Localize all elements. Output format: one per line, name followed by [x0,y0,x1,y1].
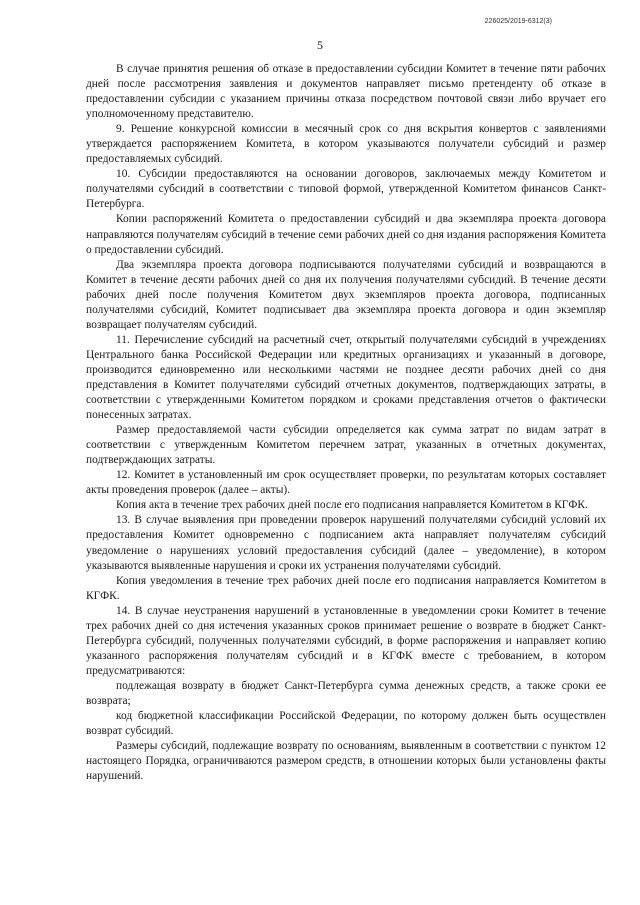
document-body [86,62,606,784]
page-number: 5 [317,38,323,52]
paragraph-contract-signing: Два экземпляра проекта договора подписываются получателями субсидий и возвращаются в Комитет в течение десяти рабочих дней со дня их получения получателями субсидий. В течение десяти рабочих дней после получения Комитетом двух экземпляров проекта договора, подписанных получателями субсидий, Комитет подписывает два экземпляра проекта договора и один экземпляр возвращает получателям субсидий. [86,258,606,331]
paragraph-refund-amount: подлежащая возврату в бюджет Санкт-Петербурга сумма денежных средств, а также сроки ее возврата; [86,679,606,707]
paragraph-refund-limits: Размеры субсидий, подлежащие возврату по основаниям, выявленным в соответствии с пунктом 12 настоящего Порядка, ограничиваются размером средств, в отношении которых были установлены факты нарушений. [86,740,606,783]
paragraph-14-refund-decision: 14. В случае неустранения нарушений в установленные в уведомлении сроки Комитет в течение трех рабочих дней со дня истечения указанных сроков принимает решение о возврате в бюджет Санкт-Петербурга субсидий, полученных получателями субсидий, в форме распоряжения и направляет копию указанного распоряжения получателям субсидий и в КГФК вместе с требованием, в котором предусматриваются: [86,604,606,677]
paragraph-subsidy-amount: Размер предоставляемой части субсидии определяется как сумма затрат по видам затрат в соответствии с утвержденным Комитетом перечнем затрат, указанных в отчетных документах, подтверждающих затраты. [86,424,606,467]
paragraph-notice-copy: Копия уведомления в течение трех рабочих дней после его подписания направляется Комитетом в КГФК. [86,574,606,602]
paragraph-refusal-notice: В случае принятия решения об отказе в предоставлении субсидии Комитет в течение пяти рабочих дней после рассмотрения заявления и документов направляет письмо претенденту об отказе в предоставлении субсидии с указанием причины отказа посредством почтовой связи либо вручает его уполномоченному представителю. [86,63,606,121]
paragraph-12-inspections: 12. Комитет в установленный им срок осуществляет проверки, по результатам которых составляет акты проведения проверок (далее – акты). [86,469,606,497]
paragraph-budget-code: код бюджетной классификации Российской Федерации, по которому должен быть осуществлен возврат субсидий. [86,710,606,738]
document-number: 226025/2019-6312(3) [484,18,552,25]
paragraph-9-commission-decision: 9. Решение конкурсной комиссии в месячный срок со дня вскрытия конвертов с заявлениями утверждается распоряжением Комитета, в котором указываются получатели субсидий и размер предоставляемых субсидий. [86,123,606,166]
paragraph-10-contracts: 10. Субсидии предоставляются на основании договоров, заключаемых между Комитетом и получателями субсидий в соответствии с типовой формой, утвержденной Комитетом финансов Санкт-Петербурга. [86,168,606,211]
paragraph-13-violations: 13. В случае выявления при проведении проверок нарушений получателями субсидий условий их предоставления Комитет одновременно с подписанием акта направляет получателям субсидий уведомление о нарушениях условий предоставления субсидий (далее – уведомление), в котором указываются выявленные нарушения и сроки их устранения получателями субсидий. [86,514,606,572]
paragraph-copies-of-orders: Копии распоряжений Комитета о предоставлении субсидий и два экземпляра проекта договора направляются получателям субсидий в течение семи рабочих дней со дня издания распоряжения Комитета о предоставлении субсидий. [86,213,606,256]
paragraph-11-transfer: 11. Перечисление субсидий на расчетный счет, открытый получателями субсидий в учреждениях Центрального банка Российской Федерации или кредитных организациях и указанный в договоре, производится единовременно или несколькими частями не позднее десяти рабочих дней со дня представления в Комитет получателями субсидий отчетных документов, подтверждающих затраты, в соответствии с утвержденными Комитетом порядком и сроками представления отчетов о фактически понесенных затратах. [86,333,606,422]
paragraph-act-copy: Копия акта в течение трех рабочих дней после его подписания направляется Комитетом в КГФК. [116,499,588,512]
